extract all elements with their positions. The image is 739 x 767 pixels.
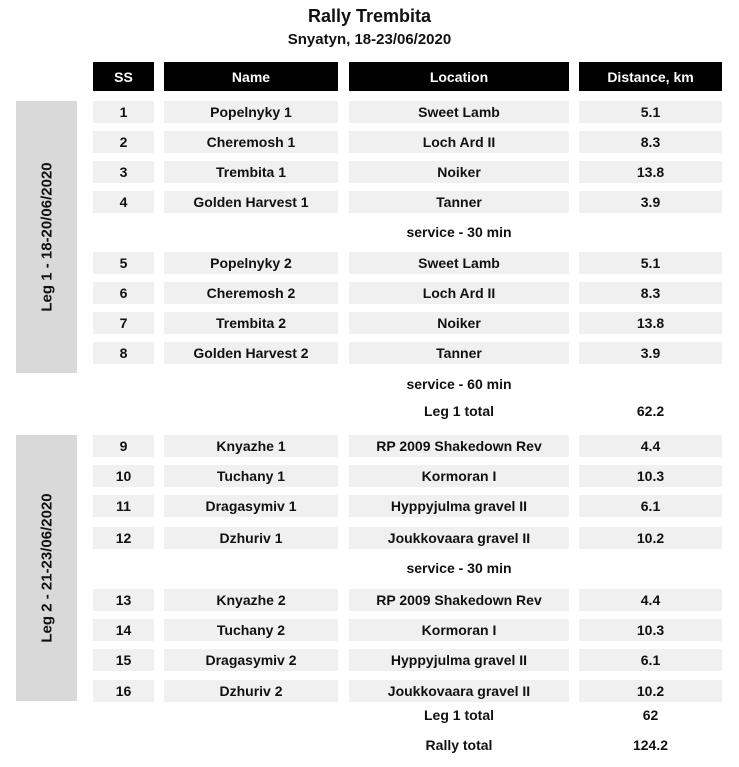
stage-number: 3 [93, 161, 154, 183]
stage-name: Popelnyky 1 [164, 101, 338, 123]
stage-number: 12 [93, 527, 154, 549]
leg-2-total-value: 62 [642, 707, 659, 723]
stage-name: Knyazhe 1 [164, 435, 338, 457]
stage-distance: 10.3 [579, 465, 722, 487]
stage-location: RP 2009 Shakedown Rev [349, 589, 569, 611]
column-header-distance: Distance, km [579, 62, 722, 91]
stage-distance: 13.8 [579, 161, 722, 183]
stage-distance: 13.8 [579, 312, 722, 334]
stage-location: Sweet Lamb [349, 101, 569, 123]
stage-location: Tanner [349, 191, 569, 213]
stage-name: Dzhuriv 1 [164, 527, 338, 549]
stage-name: Tuchany 1 [164, 465, 338, 487]
stage-name: Dragasymiv 1 [164, 495, 338, 517]
stage-number: 2 [93, 131, 154, 153]
leg-2-total-label: Leg 1 total [423, 707, 494, 723]
stage-distance: 10.2 [579, 527, 722, 549]
stage-location: Joukkovaara gravel II [349, 680, 569, 702]
leg-1-end-service: service - 60 min [406, 376, 512, 392]
stage-name: Tuchany 2 [164, 619, 338, 641]
stage-location: RP 2009 Shakedown Rev [349, 435, 569, 457]
leg-1-mid-service: service - 30 min [406, 224, 512, 240]
stage-number: 6 [93, 282, 154, 304]
stage-distance: 3.9 [579, 191, 722, 213]
stage-name: Popelnyky 2 [164, 252, 338, 274]
leg-1-total-value: 62.2 [636, 403, 665, 419]
leg-2-band [16, 435, 77, 701]
leg-1-total-label: Leg 1 total [423, 403, 494, 419]
stage-distance: 5.1 [579, 101, 722, 123]
stage-location: Joukkovaara gravel II [349, 527, 569, 549]
stage-distance: 3.9 [579, 342, 722, 364]
stage-number: 15 [93, 649, 154, 671]
stage-distance: 4.4 [579, 435, 722, 457]
stage-distance: 5.1 [579, 252, 722, 274]
stage-number: 14 [93, 619, 154, 641]
leg-1-label: Leg 1 - 18-20/06/2020 [38, 162, 55, 312]
stage-name: Knyazhe 2 [164, 589, 338, 611]
stage-location: Noiker [349, 312, 569, 334]
stage-number: 8 [93, 342, 154, 364]
stage-location: Loch Ard II [349, 282, 569, 304]
stage-location: Kormoran I [349, 619, 569, 641]
stage-location: Kormoran I [349, 465, 569, 487]
stage-name: Dragasymiv 2 [164, 649, 338, 671]
stage-distance: 8.3 [579, 131, 722, 153]
stage-number: 11 [93, 495, 154, 517]
column-header-name: Name [164, 62, 338, 91]
stage-distance: 6.1 [579, 649, 722, 671]
stage-number: 16 [93, 680, 154, 702]
stage-name: Trembita 1 [164, 161, 338, 183]
leg-1-band [16, 101, 77, 373]
stage-number: 5 [93, 252, 154, 274]
leg-2-mid-service: service - 30 min [406, 560, 512, 576]
stage-name: Trembita 2 [164, 312, 338, 334]
stage-number: 4 [93, 191, 154, 213]
stage-number: 9 [93, 435, 154, 457]
stage-location: Noiker [349, 161, 569, 183]
stage-distance: 4.4 [579, 589, 722, 611]
schedule-subtitle: Snyatyn, 18-23/06/2020 [287, 31, 452, 48]
rally-total-label: Rally total [425, 737, 493, 753]
stage-name: Golden Harvest 1 [164, 191, 338, 213]
stage-number: 10 [93, 465, 154, 487]
leg-2-label: Leg 2 - 21-23/06/2020 [38, 493, 55, 643]
stage-name: Dzhuriv 2 [164, 680, 338, 702]
stage-location: Loch Ard II [349, 131, 569, 153]
stage-distance: 10.3 [579, 619, 722, 641]
stage-distance: 6.1 [579, 495, 722, 517]
stage-location: Hyppyjulma gravel II [349, 649, 569, 671]
rally-total-value: 124.2 [632, 737, 669, 753]
stage-distance: 8.3 [579, 282, 722, 304]
stage-distance: 10.2 [579, 680, 722, 702]
schedule-title: Rally Trembita [307, 6, 432, 26]
column-header-ss: SS [93, 62, 154, 91]
stage-location: Sweet Lamb [349, 252, 569, 274]
stage-number: 7 [93, 312, 154, 334]
stage-location: Tanner [349, 342, 569, 364]
stage-number: 1 [93, 101, 154, 123]
stage-number: 13 [93, 589, 154, 611]
stage-location: Hyppyjulma gravel II [349, 495, 569, 517]
stage-name: Cheremosh 1 [164, 131, 338, 153]
column-header-location: Location [349, 62, 569, 91]
stage-name: Golden Harvest 2 [164, 342, 338, 364]
stage-name: Cheremosh 2 [164, 282, 338, 304]
